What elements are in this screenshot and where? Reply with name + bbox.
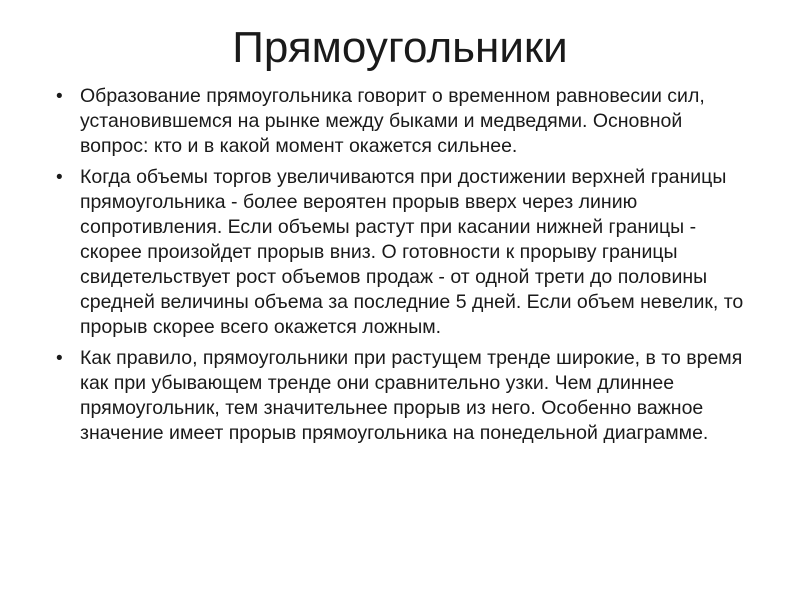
slide-title: Прямоугольники (232, 23, 568, 72)
bullet-item-rectangle-formation (56, 84, 746, 159)
bullet-marker: • (56, 86, 63, 107)
bullet-list (56, 84, 746, 452)
bullet-text: Образование прямоугольника говорит о временном равновесии сил, установившемся на рынке между быками и медведями. Основной вопрос: кто и в какой момент окажется сильнее. (80, 85, 705, 157)
bullet-text: Когда объемы торгов увеличиваются при достижении верхней границы прямоугольника - более вероятен прорыв вверх через линию сопротивления. Если объемы растут при касании нижней границы - скорее произойдет прорыв вниз. О готовности к прорыву границы свидетельствует рост объемов продаж - от одной трети до половины средней величины объема за последние 5 дней. Если объем невелик, то прорыв скорее всего окажется ложным. (80, 166, 744, 338)
bullet-item-volume-breakout (56, 165, 746, 340)
bullet-text: Как правило, прямоугольники при растущем тренде широкие, в то время как при убывающем тренде они сравнительно узки. Чем длиннее прямоугольник, тем значительнее прорыв из него. Особенно важное значение имеет прорыв прямоугольника на понедельной диаграмме. (80, 347, 743, 444)
bullet-item-trend-width (56, 346, 746, 446)
bullet-marker: • (56, 167, 63, 188)
bullet-marker: • (56, 348, 63, 369)
